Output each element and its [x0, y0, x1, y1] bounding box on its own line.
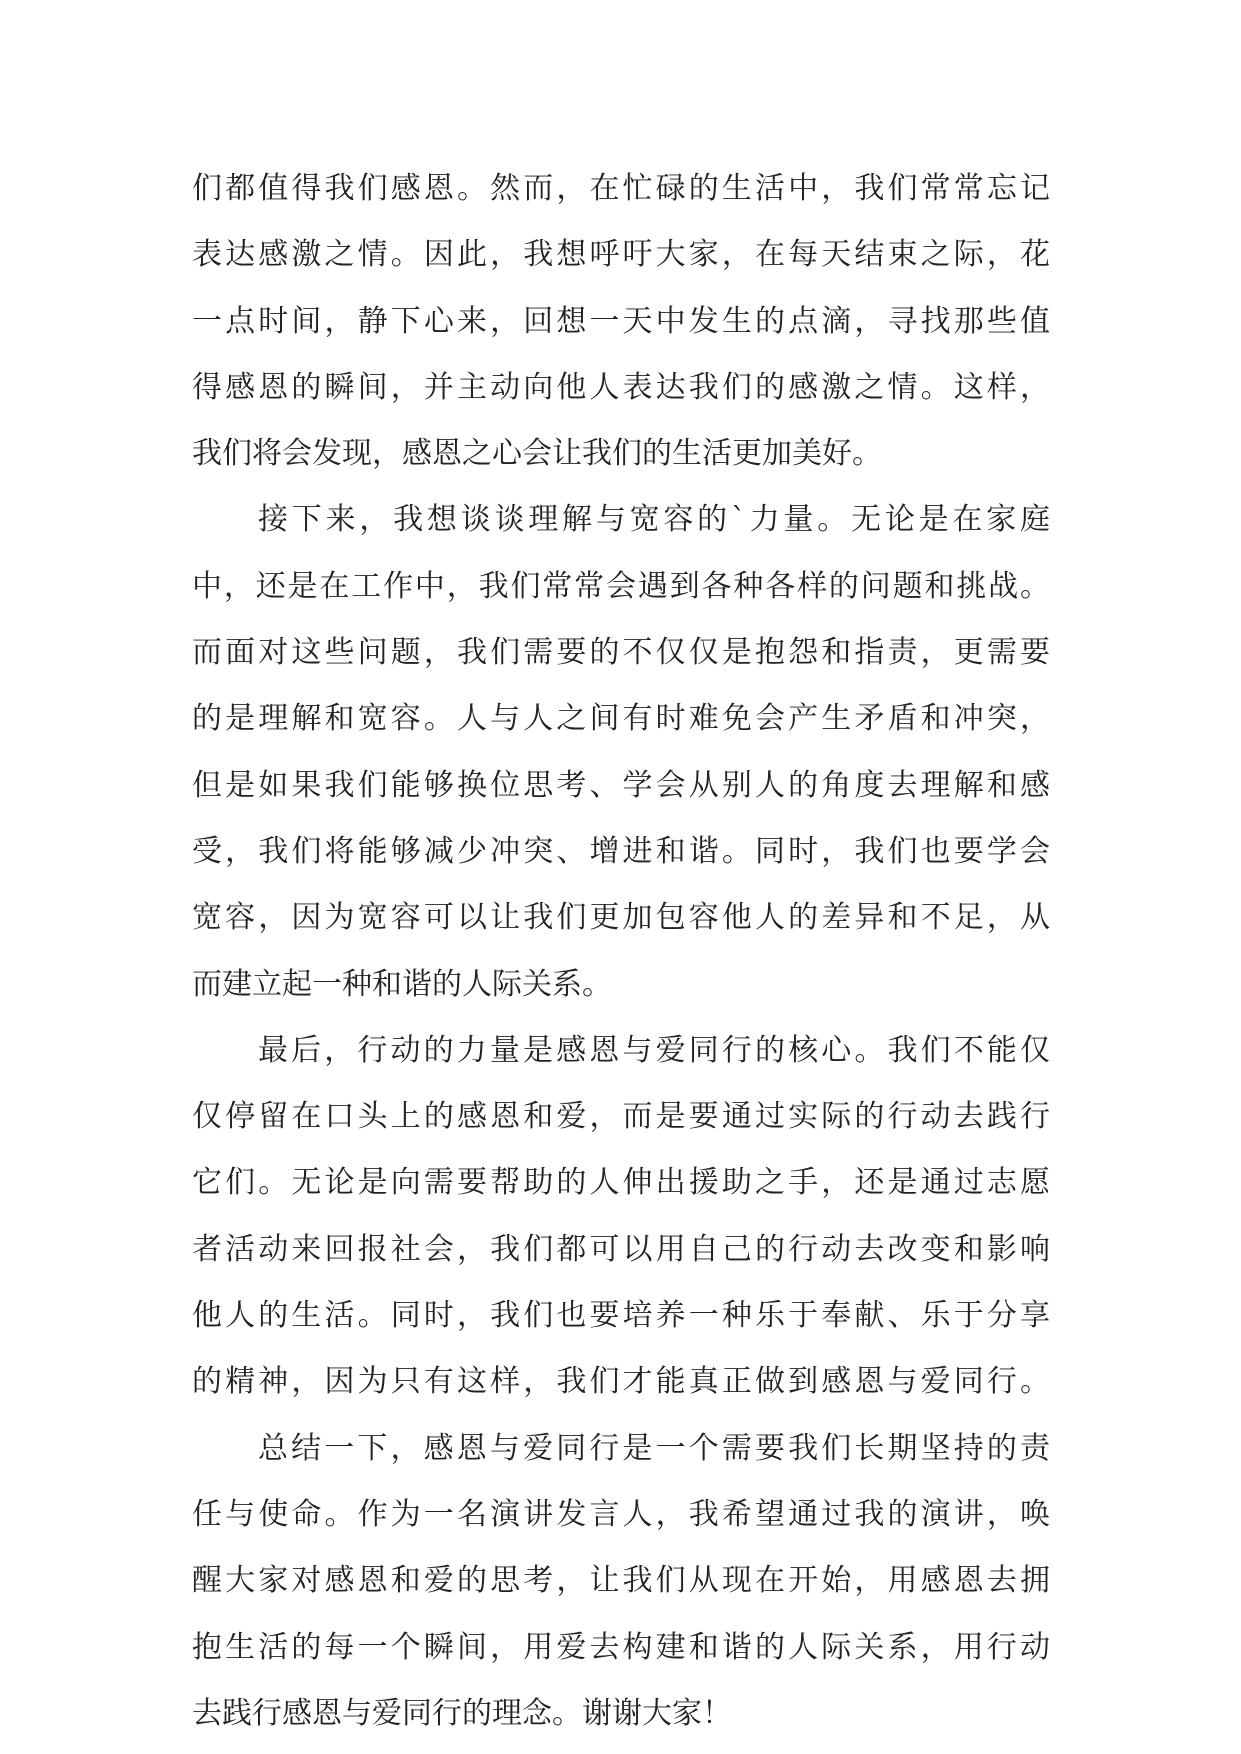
text-line: 但是如果我们能够换位思考、学会从别人的角度去理解和感 [192, 767, 1050, 803]
document-body [192, 156, 1050, 1747]
text-line: 一点时间，静下心来，回想一天中发生的点滴，寻找那些值 [192, 303, 1050, 339]
text-line: 去践行感恩与爱同行的理念。谢谢大家！ [192, 1695, 732, 1731]
text-line: 他人的生活。同时，我们也要培养一种乐于奉献、乐于分享 [192, 1298, 1050, 1334]
text-line: 任与使命。作为一名演讲发言人，我希望通过我的演讲，唤 [192, 1496, 1050, 1532]
text-line: 中，还是在工作中，我们常常会遇到各种各样的问题和挑战。 [192, 568, 1050, 604]
text-line: 宽容，因为宽容可以让我们更加包容他人的差异和不足，从 [192, 900, 1050, 936]
text-line: 它们。无论是向需要帮助的人伸出援助之手，还是通过志愿 [192, 1165, 1050, 1201]
text-line: 受，我们将能够减少冲突、增进和谐。同时，我们也要学会 [192, 833, 1050, 869]
paragraph-first-line: 接下来，我想谈谈理解与宽容的`力量。无论是在家庭 [258, 502, 1050, 538]
text-line: 抱生活的每一个瞬间，用爱去构建和谐的人际关系，用行动 [192, 1629, 1050, 1665]
text-line: 醒大家对感恩和爱的思考，让我们从现在开始，用感恩去拥 [192, 1563, 1050, 1599]
text-line: 而建立起一种和谐的人际关系。 [192, 966, 612, 1002]
text-line: 得感恩的瞬间，并主动向他人表达我们的感激之情。这样， [192, 369, 1050, 405]
paragraph-first-line: 总结一下，感恩与爱同行是一个需要我们长期坚持的责 [258, 1430, 1050, 1466]
text-line: 们都值得我们感恩。然而，在忙碌的生活中，我们常常忘记 [192, 171, 1050, 206]
text-line: 而面对这些问题，我们需要的不仅仅是抱怨和指责，更需要 [192, 635, 1050, 671]
text-line: 者活动来回报社会，我们都可以用自己的行动去改变和影响 [192, 1231, 1050, 1267]
text-line: 我们将会发现，感恩之心会让我们的生活更加美好。 [192, 436, 882, 472]
text-line: 仅停留在口头上的感恩和爱，而是要通过实际的行动去践行 [192, 1099, 1050, 1135]
text-line: 表达感激之情。因此，我想呼吁大家，在每天结束之际，花 [192, 237, 1050, 273]
paragraph-first-line: 最后，行动的力量是感恩与爱同行的核心。我们不能仅 [258, 1032, 1050, 1068]
text-line: 的是理解和宽容。人与人之间有时难免会产生矛盾和冲突， [192, 701, 1050, 737]
text-line: 的精神，因为只有这样，我们才能真正做到感恩与爱同行。 [192, 1364, 1050, 1400]
